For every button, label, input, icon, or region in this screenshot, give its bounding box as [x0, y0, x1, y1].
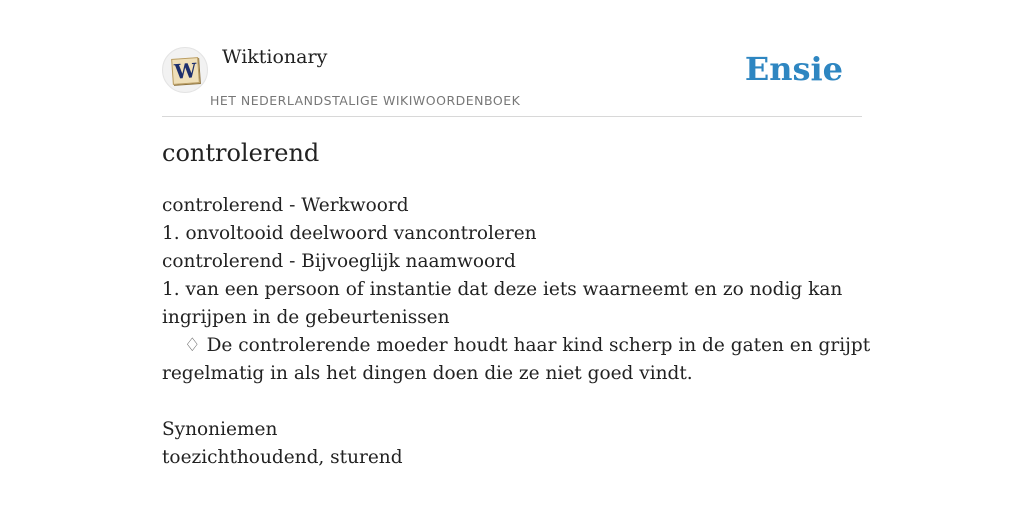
diamond-icon: ♢ [184, 335, 201, 356]
spacer [162, 388, 862, 416]
logo-tile: W [171, 57, 200, 85]
synonyms-heading: Synoniemen [162, 419, 278, 440]
site-name[interactable]: Wiktionary [222, 46, 328, 68]
site-header [162, 0, 862, 117]
definition-adjective-1-continued: ingrijpen in de gebeurtenissen [162, 307, 450, 328]
definition-adjective-1: 1. van een persoon of instantie dat deze iets waarneemt en zo nodig kan [162, 279, 843, 300]
entry-content [162, 192, 871, 472]
example-sentence-continued: regelmatig in als het dingen doen die ze niet goed vindt. [162, 363, 693, 384]
synonyms-list: toezichthoudend, sturend [162, 447, 403, 468]
definition-heading-verb: controlerend - Werkwoord [162, 195, 409, 216]
ensie-brand-link[interactable]: Ensie [744, 50, 843, 88]
site-tagline: HET NEDERLANDSTALIGE WIKIWOORDENBOEK [210, 93, 521, 108]
page-title: controlerend [162, 139, 320, 167]
example-sentence [162, 332, 871, 360]
wiktionary-logo-icon[interactable] [162, 47, 208, 93]
page [162, 0, 871, 468]
example-text: De controlerende moeder houdt haar kind scherp in de gaten en grijpt [206, 335, 871, 356]
definition-heading-adjective: controlerend - Bijvoeglijk naamwoord [162, 251, 516, 272]
definition-verb-1: 1. onvoltooid deelwoord vancontroleren [162, 223, 537, 244]
